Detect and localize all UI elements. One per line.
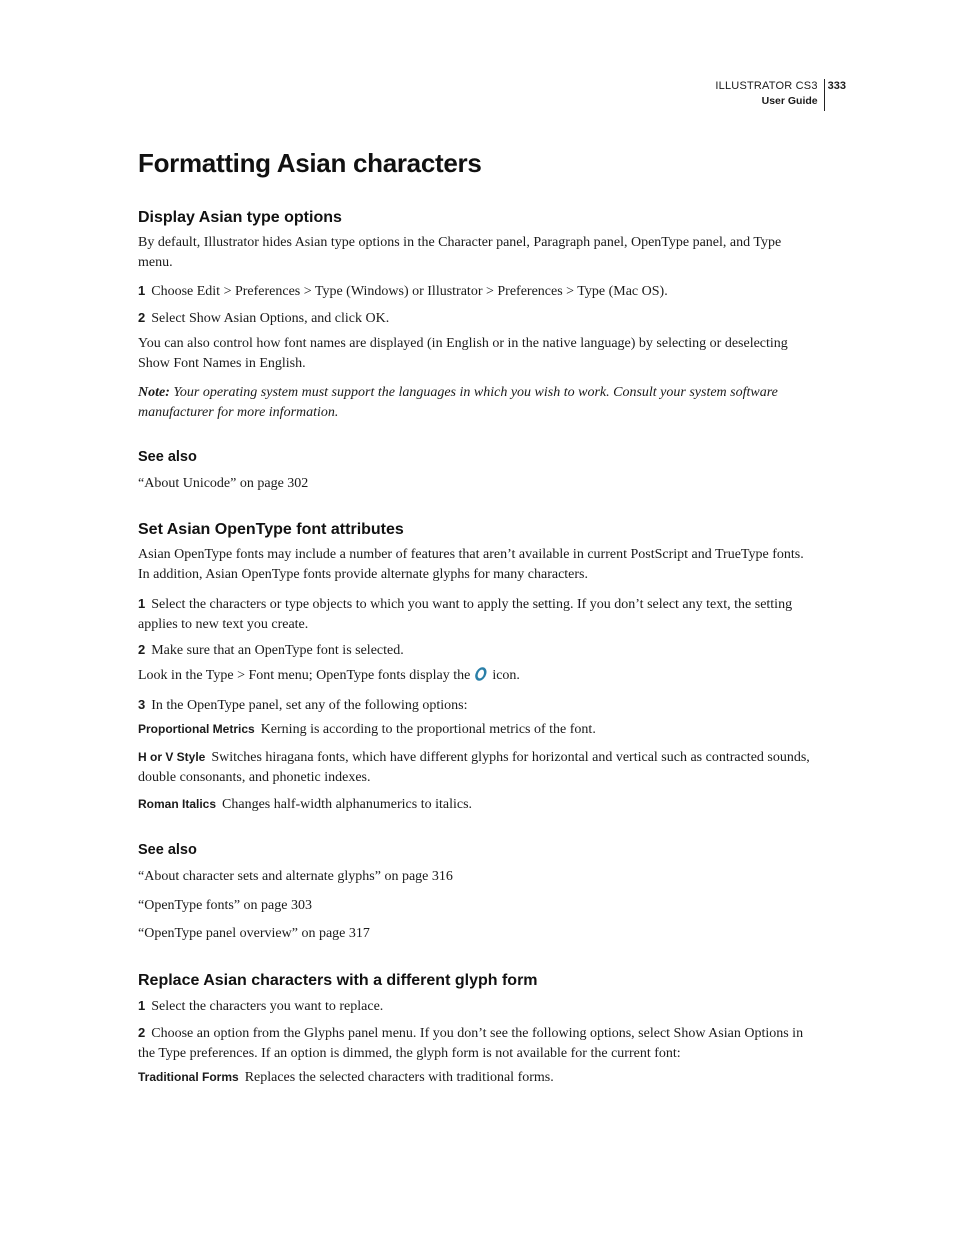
section3-step-1 xyxy=(138,996,818,1017)
option-desc: Replaces the selected characters with traditional forms. xyxy=(244,1070,554,1085)
section3-step-2 xyxy=(138,1023,818,1063)
page-title: Formatting Asian characters xyxy=(138,148,482,178)
see-also-link-character-sets[interactable]: “About character sets and alternate glyphs” on page 316 xyxy=(138,869,453,884)
section1-step-1 xyxy=(138,281,818,302)
step-number: 2 xyxy=(138,310,146,325)
option-desc: Changes half-width alphanumerics to italics. xyxy=(222,797,473,812)
step-text: Choose an option from the Glyphs panel menu. If you don’t see the following options, select Show Asian Options in the Type preferences. If an option is dimmed, the glyph form is not available for the current font: xyxy=(138,1026,804,1061)
option-term: Roman Italics xyxy=(138,797,217,811)
header-titles xyxy=(715,79,824,111)
see-also-heading-1: See also xyxy=(138,449,197,465)
look-in-icon-suffix: icon. xyxy=(492,668,520,683)
option-term: H or V Style xyxy=(138,750,206,764)
step-number: 1 xyxy=(138,998,146,1013)
option-term: Traditional Forms xyxy=(138,1070,239,1084)
page-number: 333 xyxy=(827,80,846,92)
section-heading-replace-glyph-form: Replace Asian characters with a different glyph form xyxy=(138,972,538,989)
section1-step-2 xyxy=(138,308,818,329)
note-text: Your operating system must support the languages in which you wish to work. Consult your system software manufacturer for more information. xyxy=(138,385,778,420)
product-name: ILLUSTRATOR CS3 xyxy=(715,80,818,92)
section2-step-1 xyxy=(138,594,818,634)
step-number: 1 xyxy=(138,283,146,298)
option-roman-italics xyxy=(138,795,818,815)
step-number: 1 xyxy=(138,596,146,611)
section1-paragraph: You can also control how font names are displayed (in English or in the native language) by selecting or deselecting Show Font Names in English. xyxy=(138,336,788,371)
option-desc: Switches hiragana fonts, which have different glyphs for horizontal and vertical such as contracted sounds, double consonants, and phonetic indexes. xyxy=(138,750,810,785)
step-text: Select the characters you want to replace. xyxy=(151,999,384,1014)
see-also-link-opentype-fonts[interactable]: “OpenType fonts” on page 303 xyxy=(138,898,312,913)
look-in-text: Look in the Type > Font menu; OpenType fonts display the xyxy=(138,668,471,683)
see-also-link-opentype-panel[interactable]: “OpenType panel overview” on page 317 xyxy=(138,926,370,941)
guide-name: User Guide xyxy=(761,95,818,107)
option-h-or-v-style xyxy=(138,748,818,787)
section2-step-3 xyxy=(138,695,818,716)
section-heading-display-asian: Display Asian type options xyxy=(138,209,342,226)
see-also-link-unicode[interactable]: “About Unicode” on page 302 xyxy=(138,476,309,491)
section1-intro: By default, Illustrator hides Asian type options in the Character panel, Paragraph panel, OpenType panel, and Type menu. xyxy=(138,235,782,270)
step-number: 2 xyxy=(138,642,146,657)
section-heading-opentype-attributes: Set Asian OpenType font attributes xyxy=(138,521,404,538)
step-text: Choose Edit > Preferences > Type (Windows) or Illustrator > Preferences > Type (Mac OS). xyxy=(151,284,668,299)
opentype-icon xyxy=(474,667,488,681)
option-desc: Kerning is according to the proportional metrics of the font. xyxy=(260,722,596,737)
option-traditional-forms xyxy=(138,1068,818,1088)
step-number: 2 xyxy=(138,1025,146,1040)
section2-intro: Asian OpenType fonts may include a number of features that aren’t available in current PostScript and TrueType fonts. In addition, Asian OpenType fonts provide alternate glyphs for many characters. xyxy=(138,547,804,582)
running-header xyxy=(715,79,846,111)
step-number: 3 xyxy=(138,697,146,712)
note-label: Note: xyxy=(138,385,170,400)
step-text: Make sure that an OpenType font is selected. xyxy=(151,643,404,658)
step-text: Select Show Asian Options, and click OK. xyxy=(151,311,390,326)
see-also-heading-2: See also xyxy=(138,842,197,858)
section2-look-in xyxy=(138,666,818,686)
section2-step-2 xyxy=(138,640,818,661)
section1-note xyxy=(138,383,818,422)
step-text: In the OpenType panel, set any of the following options: xyxy=(151,698,468,713)
option-proportional-metrics xyxy=(138,720,818,740)
option-term: Proportional Metrics xyxy=(138,722,255,736)
step-text: Select the characters or type objects to which you want to apply the setting. If you don’t select any text, the setting applies to new text you create. xyxy=(138,597,793,632)
